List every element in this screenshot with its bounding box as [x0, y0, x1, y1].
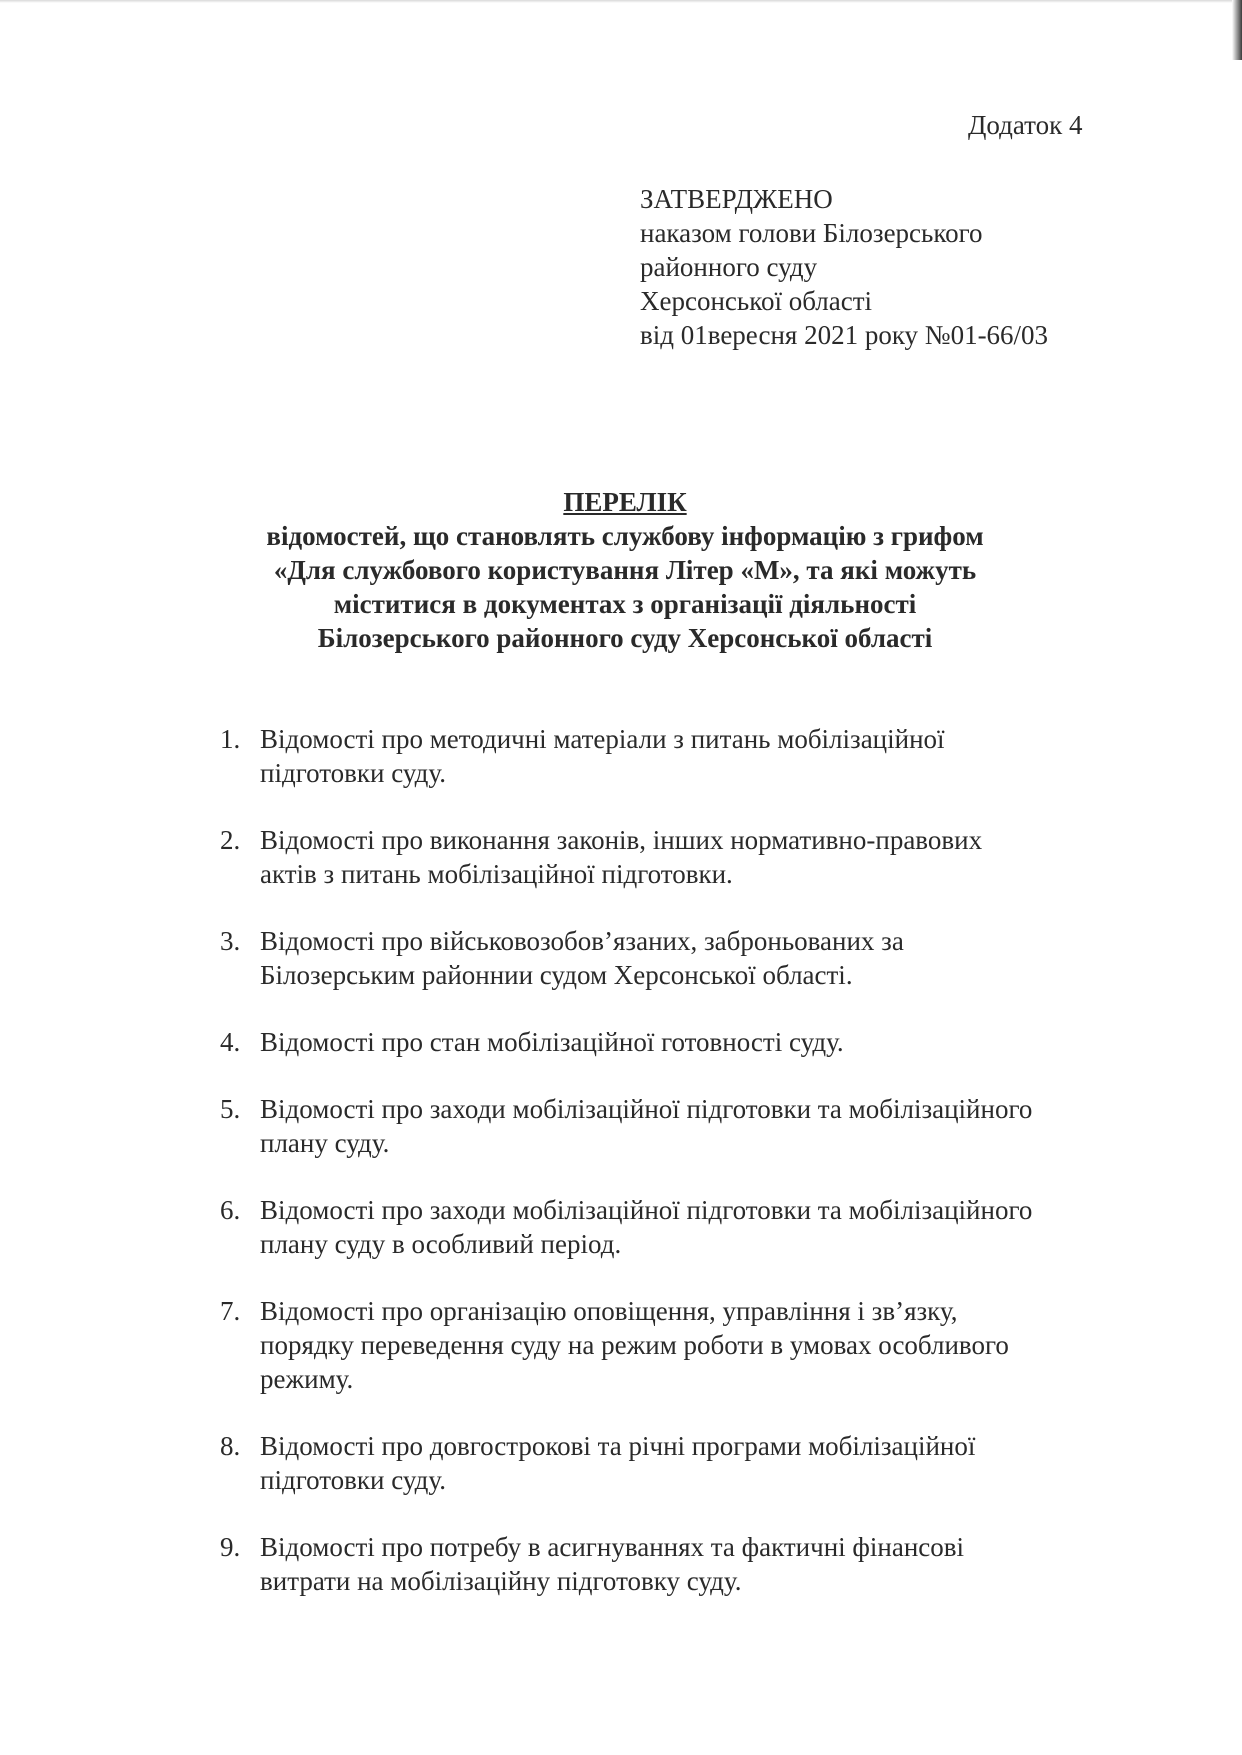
item-text: Відомості про методичні матеріали з питань мобілізаційної: [260, 724, 945, 754]
list-item: [220, 1193, 1120, 1261]
list-item: [220, 1025, 1120, 1059]
heading-line: Білозерського районного суду Херсонської області: [317, 623, 933, 653]
list-item: [220, 1530, 1120, 1598]
approval-line: Херсонської області: [640, 286, 873, 316]
item-number: 8.: [220, 1431, 241, 1461]
list-item: [220, 1294, 1120, 1396]
document-heading: [200, 485, 1050, 655]
approval-line: від 01вересня 2021 року №01-66/03: [640, 320, 1049, 350]
item-text: витрати на мобілізаційну підготовку суду.: [260, 1566, 742, 1596]
list-item: [220, 823, 1120, 891]
item-number: 9.: [220, 1532, 241, 1562]
item-text: Відомості про заходи мобілізаційної підготовки та мобілізаційного: [260, 1195, 1033, 1225]
heading-line: «Для службового користування Літер «М», та які можуть: [273, 555, 977, 585]
item-number: 2.: [220, 825, 241, 855]
item-number: 6.: [220, 1195, 241, 1225]
item-text: Відомості про військовозобов’язаних, заброньованих за: [260, 926, 904, 956]
item-text: Відомості про потребу в асигнуваннях та фактичні фінансові: [260, 1532, 965, 1562]
approval-block: [640, 182, 1048, 352]
list-item: [220, 924, 1120, 992]
item-text: Відомості про заходи мобілізаційної підготовки та мобілізаційного: [260, 1094, 1033, 1124]
item-number: 5.: [220, 1094, 241, 1124]
items-list: [220, 722, 1120, 1598]
item-number: 3.: [220, 926, 241, 956]
item-number: 7.: [220, 1296, 241, 1326]
item-text: підготовки суду.: [260, 758, 446, 788]
approval-title: ЗАТВЕРДЖЕНО: [640, 184, 833, 214]
heading-line: відомостей, що становлять службову інформацію з грифом: [266, 521, 984, 551]
item-number: 4.: [220, 1027, 241, 1057]
scan-edge-right: [1232, 0, 1242, 60]
item-text: підготовки суду.: [260, 1465, 446, 1495]
item-text: плану суду.: [260, 1128, 390, 1158]
item-text: Білозерським районнии судом Херсонської області.: [260, 960, 853, 990]
list-item: [220, 1429, 1120, 1497]
item-text: Відомості про організацію оповіщення, управління і зв’язку,: [260, 1296, 958, 1326]
item-text: порядку переведення суду на режим роботи в умовах особливого: [260, 1330, 1009, 1360]
document-title: ПЕРЕЛІК: [563, 487, 687, 517]
item-text: Відомості про стан мобілізаційної готовності суду.: [260, 1027, 844, 1057]
approval-line: районного суду: [640, 252, 818, 282]
annex-label: Додаток 4: [968, 110, 1083, 140]
item-number: 1.: [220, 724, 241, 754]
heading-line: міститися в документах з організації діяльності: [333, 589, 917, 619]
approval-line: наказом голови Білозерського: [640, 218, 983, 248]
list-item: [220, 722, 1120, 790]
scan-edge-top: [0, 0, 1242, 3]
item-text: Відомості про довгострокові та річні програми мобілізаційної: [260, 1431, 976, 1461]
item-text: Відомості про виконання законів, інших нормативно-правових: [260, 825, 983, 855]
item-text: режиму.: [260, 1364, 354, 1394]
item-text: актів з питань мобілізаційної підготовки.: [260, 859, 733, 889]
item-text: плану суду в особливий період.: [260, 1229, 622, 1259]
list-item: [220, 1092, 1120, 1160]
